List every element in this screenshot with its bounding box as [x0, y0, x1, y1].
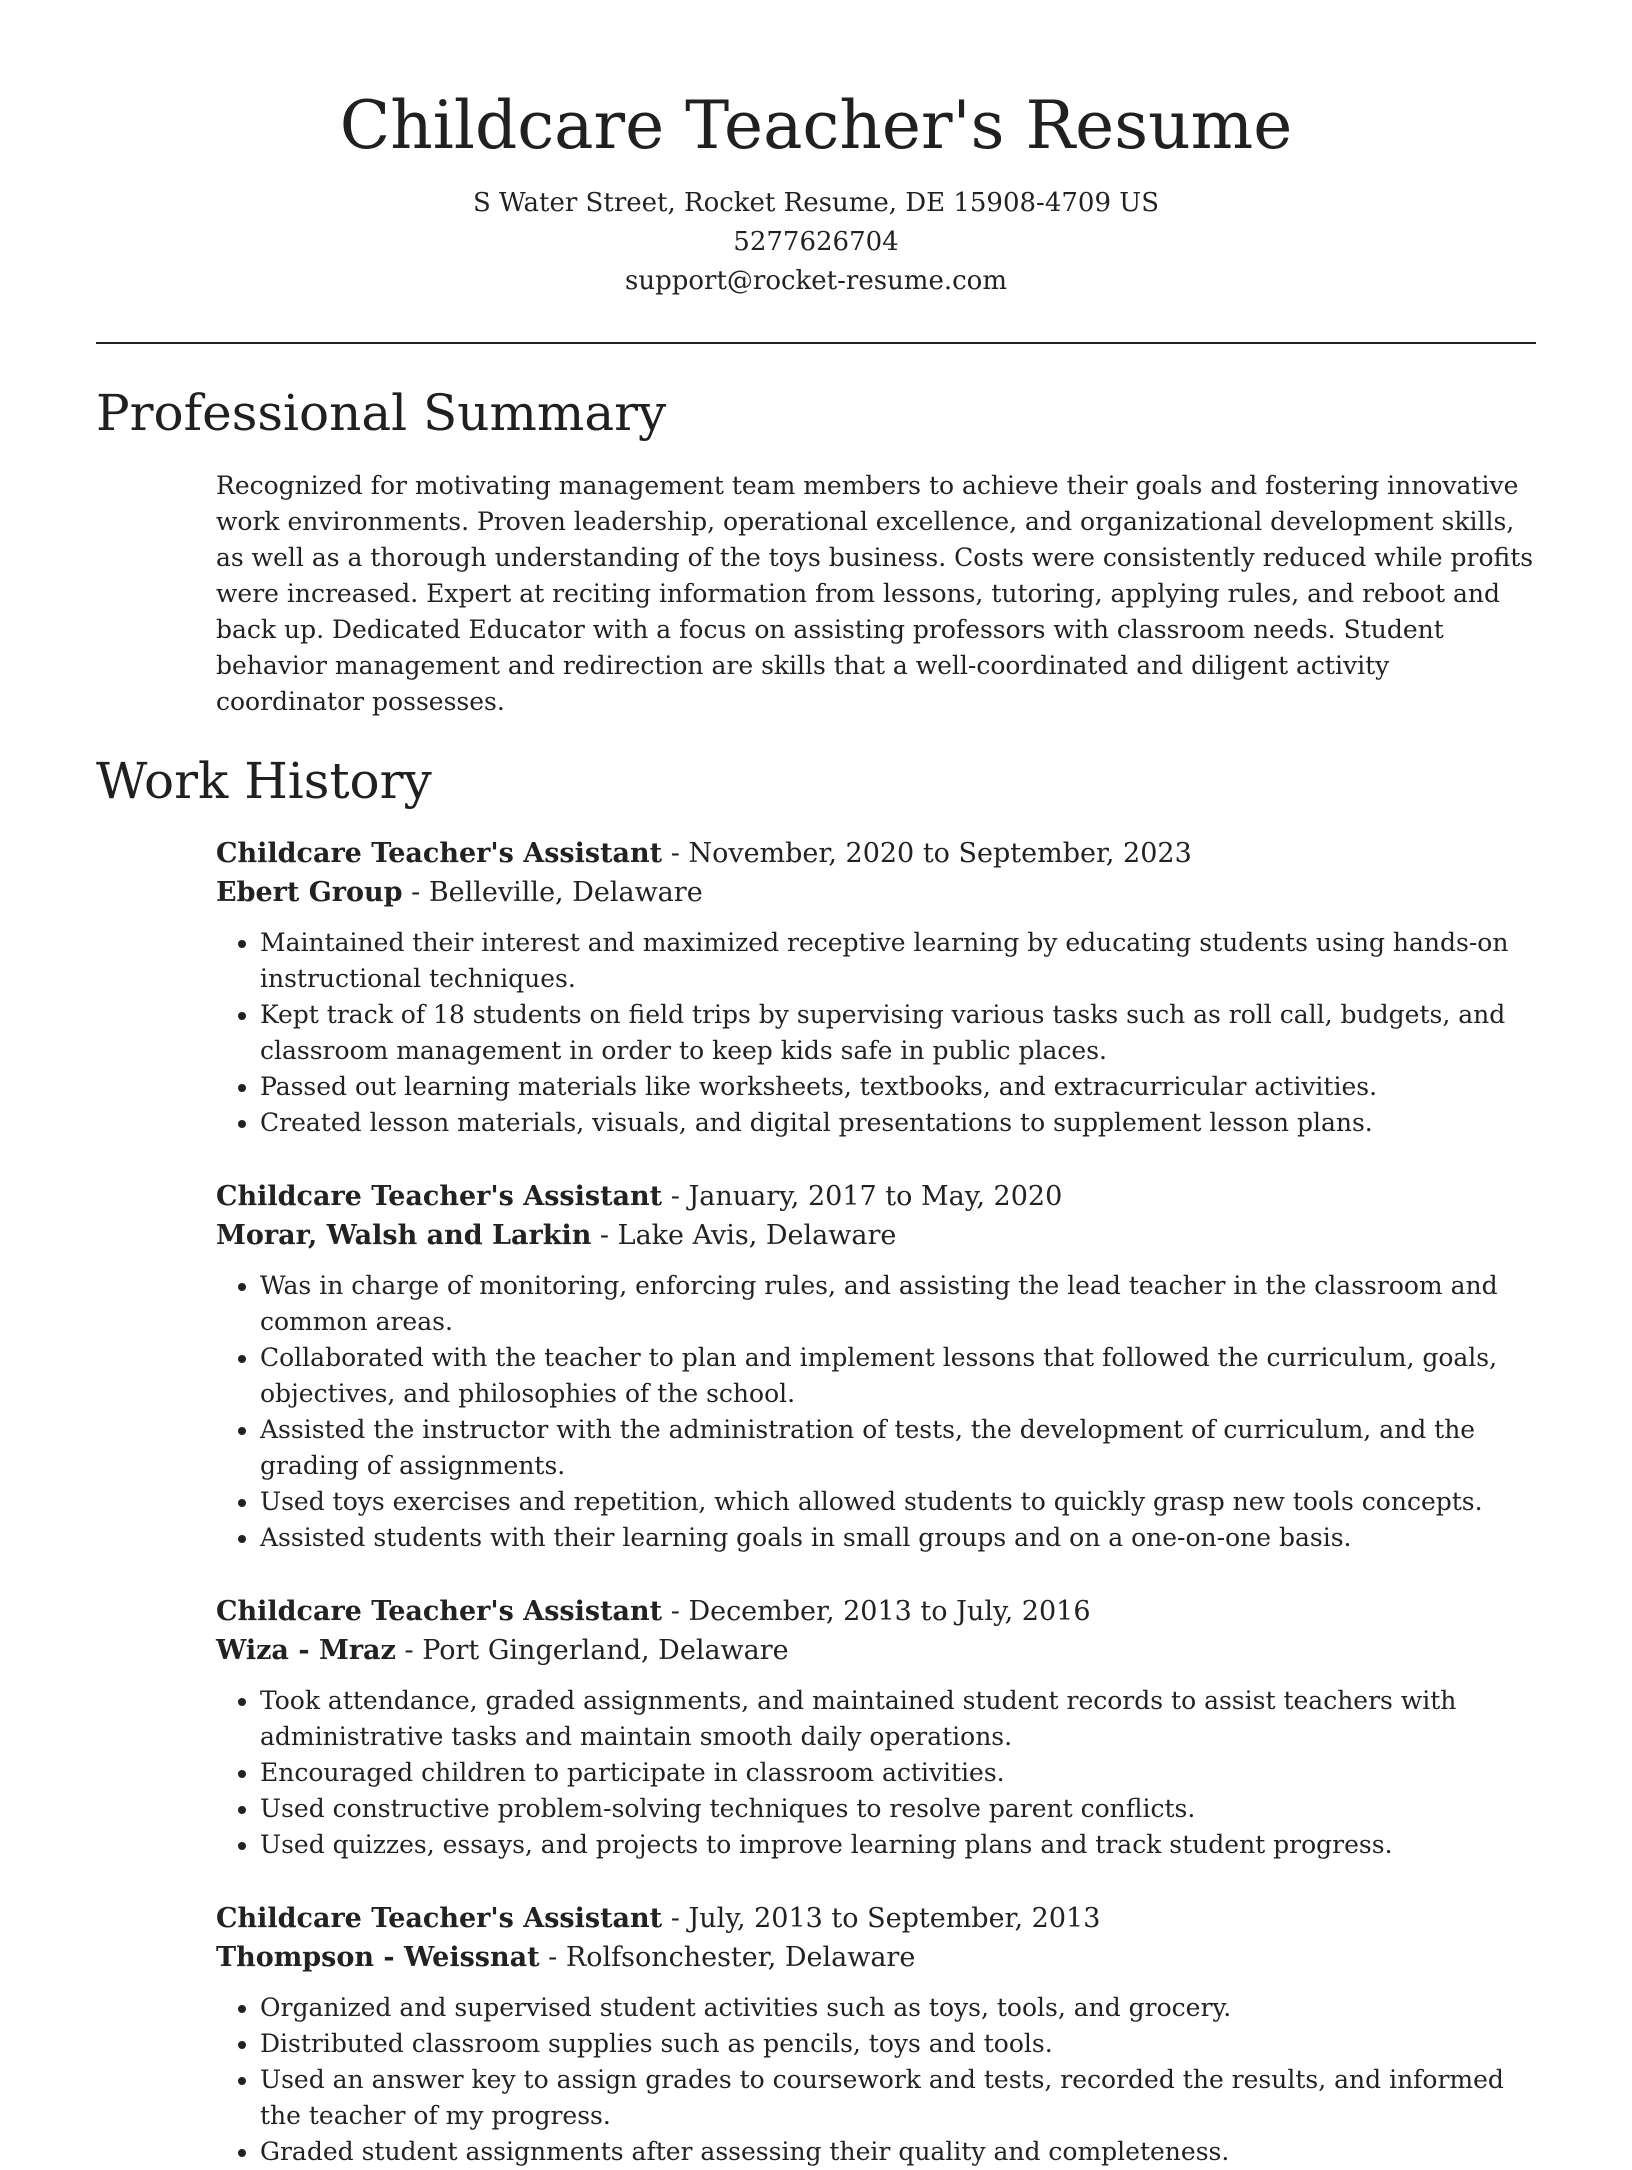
job-role: Childcare Teacher's Assistant: [216, 1181, 663, 1212]
job-location: Belleville, Delaware: [428, 877, 703, 908]
job-location: Lake Avis, Delaware: [617, 1220, 897, 1251]
separator: -: [662, 1181, 689, 1212]
job-dates: July, 2013 to September, 2013: [688, 1903, 1101, 1934]
job-bullet: • Assisted the instructor with the administration of tests, the development of curriculum, and the grading of assignments.: [260, 1412, 1536, 1484]
resume-header: [0, 82, 1632, 301]
job-bullets: [216, 1683, 1536, 1863]
work-history-heading: Work History: [96, 752, 432, 810]
job-company-line: [216, 873, 1536, 912]
job-role: Childcare Teacher's Assistant: [216, 1596, 663, 1627]
job-company: Wiza - Mraz: [216, 1635, 396, 1666]
job-title-line: [216, 834, 1536, 873]
job-bullet: • Distributed classroom supplies such as pencils, toys and tools.: [260, 2026, 1536, 2062]
job-location: Rolfsonchester, Delaware: [565, 1942, 916, 1973]
job-bullets: [216, 925, 1536, 1141]
job-bullet: • Took attendance, graded assignments, and maintained student records to assist teachers with administrative tasks and maintain smooth daily operations.: [260, 1683, 1536, 1755]
job-title-line: [216, 1899, 1536, 1938]
job-company: Thompson - Weissnat: [216, 1942, 540, 1973]
contact-info: [0, 184, 1632, 301]
job-bullets: [216, 1268, 1536, 1556]
separator: -: [402, 877, 429, 908]
contact-email: support@rocket-resume.com: [624, 266, 1007, 296]
job-company: Ebert Group: [216, 877, 403, 908]
job-entry: [216, 834, 1536, 1141]
resume-content: [96, 380, 1536, 2170]
job-bullet: • Used toys exercises and repetition, which allowed students to quickly grasp new tools concepts.: [260, 1484, 1536, 1520]
job-bullet: • Used constructive problem-solving techniques to resolve parent conflicts.: [260, 1791, 1536, 1827]
contact-phone: 5277626704: [733, 227, 899, 257]
job-dates: January, 2017 to May, 2020: [688, 1181, 1063, 1212]
summary-text: Recognized for motivating management team members to achieve their goals and fostering innovative work environments. Proven leadership, operational excellence, and organizational development skills, as well as a thorough understanding of the toys business. Costs were consistently reduced while profits were increased. Expert at reciting information from lessons, tutoring, applying rules, and reboot and back up. Dedicated Educator with a focus on assisting professors with classroom needs. Student behavior management and redirection are skills that a well-coordinated and diligent activity coordinator possesses.: [216, 471, 1534, 716]
contact-address: S Water Street, Rocket Resume, DE 15908-4709 US: [472, 188, 1160, 218]
separator: -: [662, 838, 689, 869]
header-divider: [96, 342, 1536, 344]
job-entry: [216, 1899, 1536, 2170]
job-bullet: • Assisted students with their learning goals in small groups and on a one-on-one basis.: [260, 1520, 1536, 1556]
summary-heading: Professional Summary: [96, 384, 667, 442]
separator: -: [591, 1220, 618, 1251]
job-company-line: [216, 1216, 1536, 1255]
job-entry: [216, 1592, 1536, 1863]
job-role: Childcare Teacher's Assistant: [216, 838, 663, 869]
job-bullet: • Organized and supervised student activities such as toys, tools, and grocery.: [260, 1990, 1536, 2026]
resume-name: Childcare Teacher's Resume: [339, 87, 1293, 164]
separator: -: [662, 1903, 689, 1934]
job-role: Childcare Teacher's Assistant: [216, 1903, 663, 1934]
separator: -: [395, 1635, 423, 1666]
job-dates: December, 2013 to July, 2016: [688, 1596, 1091, 1627]
job-title-line: [216, 1177, 1536, 1216]
job-company-line: [216, 1938, 1536, 1977]
job-bullet: • Was in charge of monitoring, enforcing rules, and assisting the lead teacher in the classroom and common areas.: [260, 1268, 1536, 1340]
job-bullet: • Kept track of 18 students on field trips by supervising various tasks such as roll call, budgets, and classroom management in order to keep kids safe in public places.: [260, 997, 1536, 1069]
job-location: Port Gingerland, Delaware: [422, 1635, 789, 1666]
job-bullet: • Created lesson materials, visuals, and digital presentations to supplement lesson plans.: [260, 1105, 1536, 1141]
job-bullet: • Used quizzes, essays, and projects to improve learning plans and track student progress.: [260, 1827, 1536, 1863]
job-bullet: • Used an answer key to assign grades to coursework and tests, recorded the results, and informed the teacher of my progress.: [260, 2062, 1536, 2134]
job-title-line: [216, 1592, 1536, 1631]
job-company-line: [216, 1631, 1536, 1670]
job-bullet: • Encouraged children to participate in classroom activities.: [260, 1755, 1536, 1791]
separator: -: [539, 1942, 566, 1973]
job-bullets: [216, 1990, 1536, 2170]
job-bullet: • Collaborated with the teacher to plan and implement lessons that followed the curriculum, goals, objectives, and philosophies of the school.: [260, 1340, 1536, 1412]
job-company: Morar, Walsh and Larkin: [216, 1220, 592, 1251]
job-bullet: • Passed out learning materials like worksheets, textbooks, and extracurricular activities.: [260, 1069, 1536, 1105]
job-bullet: • Graded student assignments after assessing their quality and completeness.: [260, 2134, 1536, 2170]
job-dates: November, 2020 to September, 2023: [688, 838, 1192, 869]
job-bullet: • Maintained their interest and maximized receptive learning by educating students using hands-on instructional techniques.: [260, 925, 1536, 997]
job-entry: [216, 1177, 1536, 1556]
separator: -: [662, 1596, 689, 1627]
